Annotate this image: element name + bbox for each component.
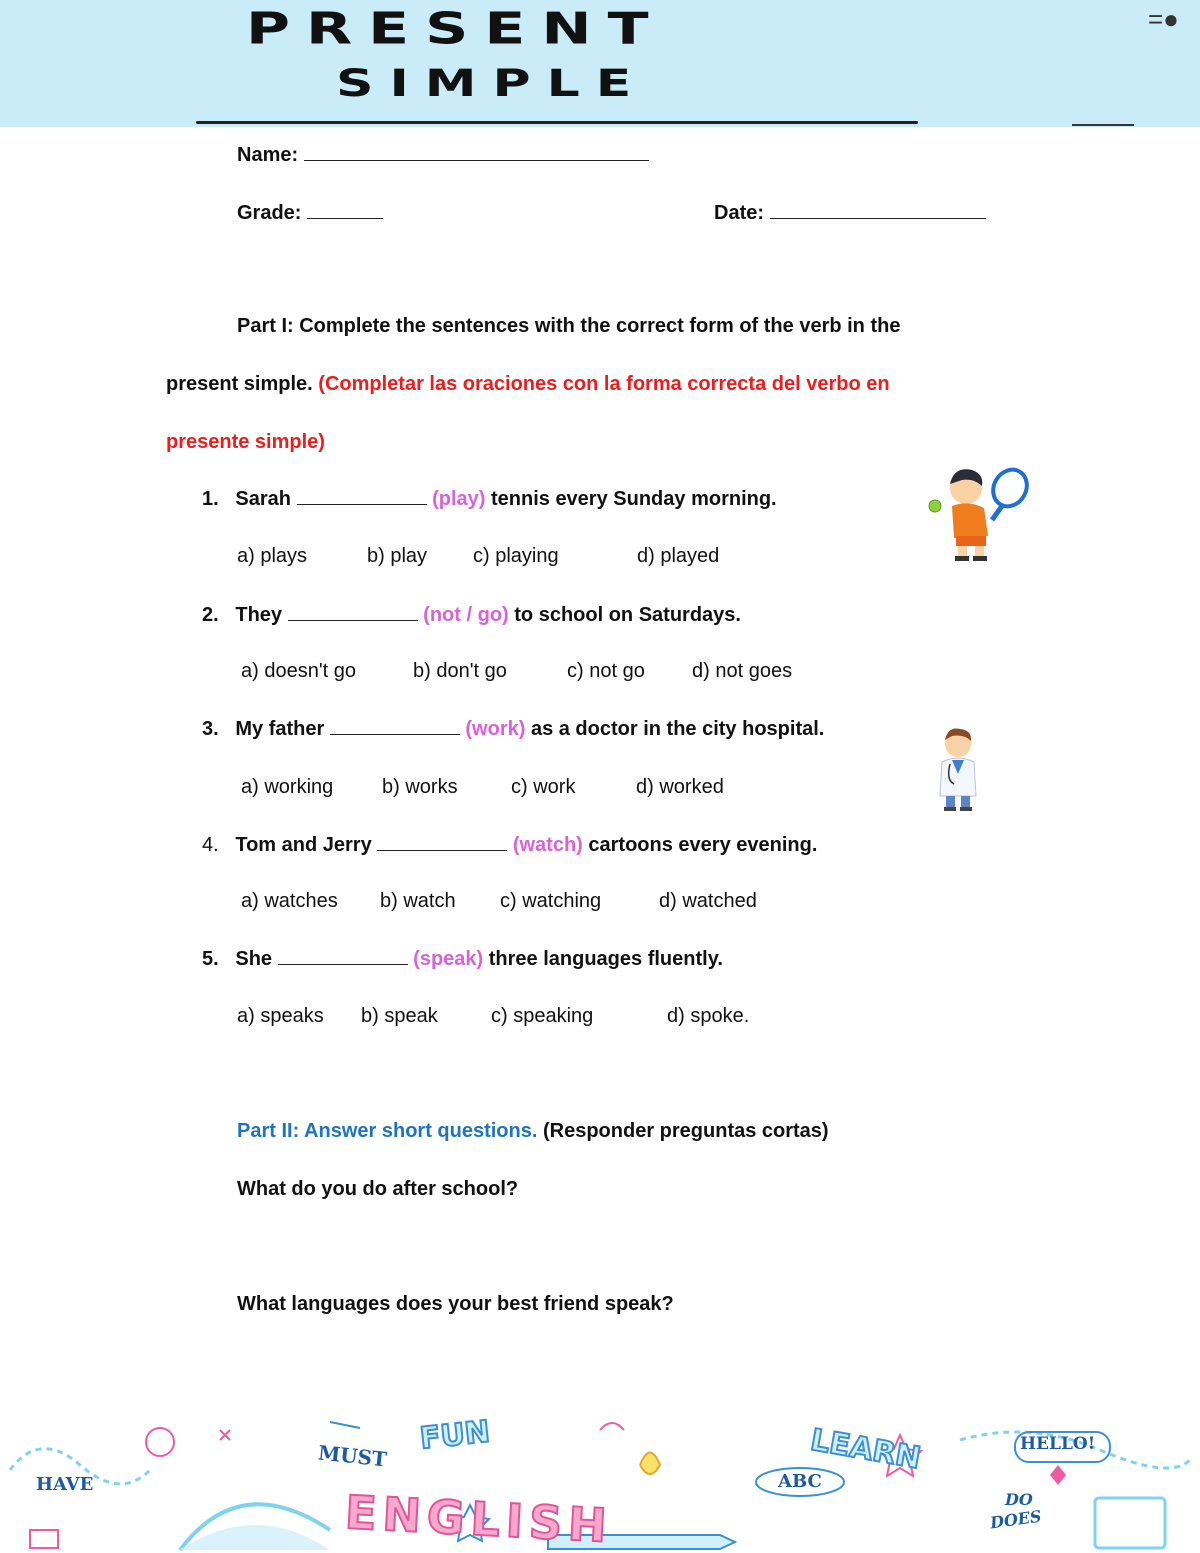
question-1: [202, 487, 777, 511]
footer-word-hello: HELLO!: [1020, 1434, 1096, 1454]
options-5: [237, 1005, 750, 1028]
part2-heading: [237, 1120, 829, 1143]
options-1: [237, 545, 720, 568]
grade-row: [237, 201, 383, 225]
answer-blank[interactable]: [278, 947, 408, 965]
option-b[interactable]: b) don't go: [413, 660, 507, 682]
option-c[interactable]: c) playing: [473, 545, 559, 567]
answer-blank[interactable]: [377, 833, 507, 851]
part2-title: Part II: Answer short questions.: [237, 1120, 538, 1142]
grade-label: Grade:: [237, 202, 302, 224]
question-number: 4.: [202, 834, 219, 856]
question-text: as a doctor in the city hospital.: [530, 718, 825, 740]
footer-doodle-banner: [0, 1410, 1200, 1553]
option-c[interactable]: c) speaking: [491, 1005, 594, 1027]
date-row: [714, 201, 986, 225]
part1-instruction-cont: [166, 373, 890, 396]
question-3: [202, 717, 824, 741]
question-subject: Tom and Jerry: [235, 834, 372, 856]
part2-question-1: What do you do after school?: [237, 1178, 519, 1200]
question-text: tennis every Sunday morning.: [490, 488, 777, 510]
grade-field[interactable]: [307, 201, 383, 219]
question-number: 1.: [202, 488, 219, 510]
verb-hint: (not / go): [423, 604, 509, 626]
option-d[interactable]: d) watched: [659, 890, 757, 912]
answer-blank[interactable]: [330, 717, 460, 735]
page-title-line-2: SIMPLE: [336, 62, 648, 106]
verb-hint: (watch): [512, 834, 583, 856]
tennis-player-illustration: [922, 466, 1032, 562]
question-text: to school on Saturdays.: [514, 604, 741, 626]
question-number: 3.: [202, 718, 219, 740]
date-field[interactable]: [770, 201, 986, 219]
corner-doodle-icon: =●: [1148, 4, 1179, 34]
option-b[interactable]: b) speak: [361, 1005, 438, 1027]
footer-word-fun: FUN: [418, 1414, 492, 1457]
question-text: cartoons every evening.: [588, 834, 818, 856]
option-a[interactable]: a) speaks: [237, 1005, 324, 1027]
question-5: [202, 947, 723, 971]
part2-question-2: What languages does your best friend speak?: [237, 1293, 674, 1315]
verb-hint: (speak): [413, 948, 484, 970]
footer-word-have: HAVE: [36, 1474, 94, 1495]
footer-word-do: DO: [1005, 1490, 1033, 1509]
footer-word-abc: ABC: [778, 1471, 822, 1492]
footer-word-english: ENGLISH: [343, 1485, 614, 1553]
option-a[interactable]: a) watches: [241, 890, 338, 912]
footer-word-does: DOES: [988, 1506, 1043, 1533]
name-field[interactable]: [304, 143, 649, 161]
page-title-line-1: PRESENT: [246, 4, 665, 55]
part2-title-es: (Responder preguntas cortas): [542, 1120, 829, 1142]
option-a[interactable]: a) working: [241, 776, 334, 798]
answer-blank[interactable]: [288, 603, 418, 621]
question-subject: They: [235, 604, 283, 626]
part1-instruction-en-end: present simple.: [166, 373, 313, 395]
footer-word-must: MUST: [316, 1440, 388, 1472]
footer-word-learn: LEARN: [807, 1422, 924, 1477]
option-a[interactable]: a) doesn't go: [241, 660, 357, 682]
question-4: [202, 833, 817, 857]
header-divider: [196, 121, 918, 124]
question-number: 2.: [202, 604, 219, 626]
verb-hint: (play): [432, 488, 486, 510]
option-c[interactable]: c) watching: [500, 890, 602, 912]
options-3: [241, 776, 724, 799]
name-label: Name:: [237, 144, 299, 166]
question-subject: Sarah: [235, 488, 291, 510]
option-b[interactable]: b) works: [382, 776, 458, 798]
name-row: [237, 143, 649, 167]
option-a[interactable]: a) plays: [237, 545, 308, 567]
part1-instruction-es-cont: presente simple): [166, 431, 325, 453]
option-d[interactable]: d) played: [637, 545, 720, 567]
options-2: [241, 660, 793, 683]
option-b[interactable]: b) play: [367, 545, 428, 567]
part1-instruction-es: (Completar las oraciones con la forma correcta del verbo en: [318, 373, 890, 395]
question-subject: My father: [235, 718, 325, 740]
option-d[interactable]: d) spoke.: [667, 1005, 750, 1027]
part1-instruction: Part I: Complete the sentences with the correct form of the verb in the: [237, 315, 901, 337]
option-d[interactable]: d) not goes: [692, 660, 793, 682]
doctor-illustration: [930, 726, 986, 812]
option-c[interactable]: c) not go: [567, 660, 645, 682]
question-number: 5.: [202, 948, 219, 970]
answer-blank[interactable]: [297, 487, 427, 505]
header-divider-short: [1072, 124, 1134, 126]
verb-hint: (work): [465, 718, 526, 740]
option-b[interactable]: b) watch: [380, 890, 456, 912]
option-c[interactable]: c) work: [511, 776, 576, 798]
option-d[interactable]: d) worked: [636, 776, 724, 798]
question-subject: She: [235, 948, 273, 970]
question-2: [202, 603, 741, 627]
date-label: Date:: [714, 202, 765, 224]
question-text: three languages fluently.: [488, 948, 723, 970]
options-4: [241, 890, 757, 913]
